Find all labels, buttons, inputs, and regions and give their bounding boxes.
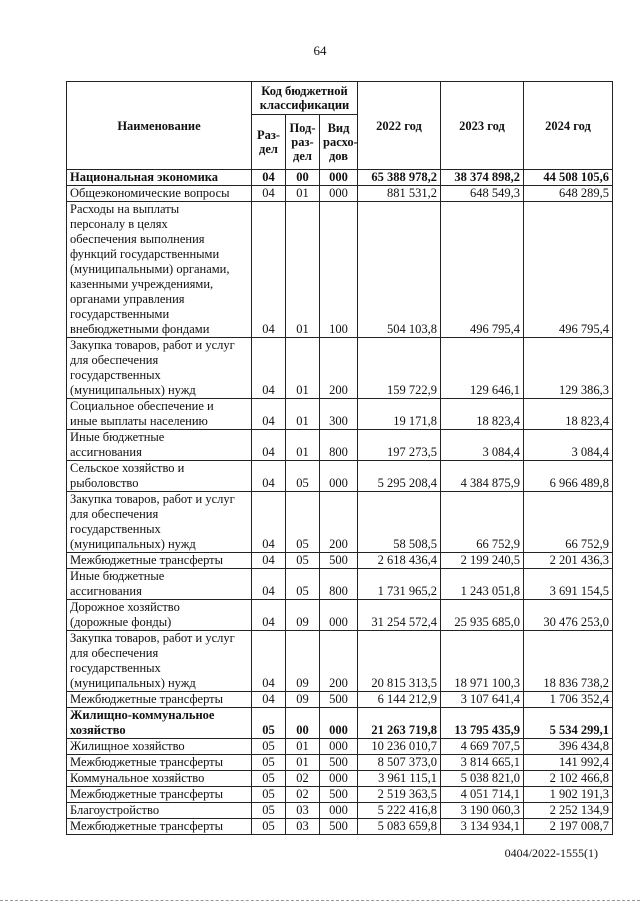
row-subsection: 05: [286, 461, 320, 492]
row-name: Иные бюджетные ассигнования: [67, 430, 252, 461]
row-value-2022: 504 103,8: [358, 202, 441, 338]
table-body: [67, 170, 613, 835]
page-bottom-rule: [0, 900, 640, 902]
row-name: Сельское хозяйство и рыболовство: [67, 461, 252, 492]
row-name: Межбюджетные трансферты: [67, 819, 252, 835]
row-section: 04: [252, 430, 286, 461]
row-expense-type: 800: [320, 430, 358, 461]
row-subsection: 01: [286, 755, 320, 771]
row-expense-type: 300: [320, 399, 358, 430]
table-row: [67, 631, 613, 692]
row-subsection: 09: [286, 692, 320, 708]
row-section: 05: [252, 755, 286, 771]
page-number: 64: [313, 43, 327, 58]
row-section: 04: [252, 553, 286, 569]
row-value-2023: 25 935 685,0: [441, 600, 524, 631]
row-section: 04: [252, 600, 286, 631]
row-expense-type: 000: [320, 170, 358, 186]
row-value-2022: 10 236 010,7: [358, 739, 441, 755]
row-value-2024: 396 434,8: [524, 739, 613, 755]
row-subsection: 02: [286, 787, 320, 803]
row-expense-type: 200: [320, 338, 358, 399]
row-value-2024: 1 706 352,4: [524, 692, 613, 708]
row-value-2023: 18 823,4: [441, 399, 524, 430]
row-expense-type: 500: [320, 755, 358, 771]
table-row: [67, 492, 613, 553]
row-name: Межбюджетные трансферты: [67, 692, 252, 708]
row-expense-type: 000: [320, 739, 358, 755]
row-section: 04: [252, 399, 286, 430]
header-2024: 2024 год: [524, 82, 613, 170]
header-code-group: Код бюджетной классификации: [252, 82, 358, 115]
row-name: Межбюджетные трансферты: [67, 787, 252, 803]
row-value-2022: 2 519 363,5: [358, 787, 441, 803]
row-section: 04: [252, 186, 286, 202]
row-value-2022: 5 222 416,8: [358, 803, 441, 819]
row-name: Национальная экономика: [67, 170, 252, 186]
row-name: Благоустройство: [67, 803, 252, 819]
row-name: Жилищно-коммунальное хозяйство: [67, 708, 252, 739]
row-name: Закупка товаров, работ и услуг для обеспечения государственных (муниципальных) нужд: [67, 338, 252, 399]
row-value-2024: 2 201 436,3: [524, 553, 613, 569]
row-name: Дорожное хозяйство (дорожные фонды): [67, 600, 252, 631]
row-value-2022: 20 815 313,5: [358, 631, 441, 692]
row-expense-type: 500: [320, 553, 358, 569]
row-subsection: 00: [286, 708, 320, 739]
header-2023: 2023 год: [441, 82, 524, 170]
budget-table: [66, 81, 613, 835]
row-value-2024: 2 197 008,7: [524, 819, 613, 835]
row-value-2023: 4 384 875,9: [441, 461, 524, 492]
header-subsection: Под- раз- дел: [286, 115, 320, 170]
header-2022: 2022 год: [358, 82, 441, 170]
row-value-2023: 1 243 051,8: [441, 569, 524, 600]
row-value-2022: 197 273,5: [358, 430, 441, 461]
table-row: [67, 430, 613, 461]
row-subsection: 09: [286, 600, 320, 631]
row-value-2022: 2 618 436,4: [358, 553, 441, 569]
row-subsection: 05: [286, 569, 320, 600]
row-value-2024: 3 691 154,5: [524, 569, 613, 600]
row-value-2023: 3 084,4: [441, 430, 524, 461]
row-value-2023: 4 669 707,5: [441, 739, 524, 755]
row-value-2024: 18 823,4: [524, 399, 613, 430]
row-expense-type: 500: [320, 692, 358, 708]
row-section: 05: [252, 771, 286, 787]
row-value-2022: 65 388 978,2: [358, 170, 441, 186]
row-value-2022: 31 254 572,4: [358, 600, 441, 631]
table-row: [67, 186, 613, 202]
row-value-2024: 1 902 191,3: [524, 787, 613, 803]
row-name: Иные бюджетные ассигнования: [67, 569, 252, 600]
row-value-2024: 66 752,9: [524, 492, 613, 553]
row-subsection: 05: [286, 492, 320, 553]
document-code: 0404/2022-1555(1): [504, 846, 598, 860]
table-row: [67, 399, 613, 430]
row-value-2023: 3 814 665,1: [441, 755, 524, 771]
row-section: 05: [252, 803, 286, 819]
row-name: Коммунальное хозяйство: [67, 771, 252, 787]
row-section: 04: [252, 569, 286, 600]
row-value-2024: 5 534 299,1: [524, 708, 613, 739]
row-value-2022: 8 507 373,0: [358, 755, 441, 771]
row-value-2023: 2 199 240,5: [441, 553, 524, 569]
row-expense-type: 800: [320, 569, 358, 600]
row-subsection: 03: [286, 819, 320, 835]
row-subsection: 09: [286, 631, 320, 692]
row-name: Расходы на выплаты персоналу в целях обеспечения выполнения функций государственными (муниципальными) органами, казенными учреждениями, органами управления государственными внебюджетными фондами: [67, 202, 252, 338]
row-section: 05: [252, 739, 286, 755]
row-value-2023: 5 038 821,0: [441, 771, 524, 787]
row-value-2023: 3 107 641,4: [441, 692, 524, 708]
row-subsection: 02: [286, 771, 320, 787]
row-value-2024: 648 289,5: [524, 186, 613, 202]
row-name: Закупка товаров, работ и услуг для обеспечения государственных (муниципальных) нужд: [67, 631, 252, 692]
row-section: 04: [252, 692, 286, 708]
row-expense-type: 200: [320, 492, 358, 553]
row-section: 04: [252, 461, 286, 492]
row-section: 05: [252, 819, 286, 835]
row-name: Межбюджетные трансферты: [67, 553, 252, 569]
row-value-2022: 21 263 719,8: [358, 708, 441, 739]
row-value-2022: 881 531,2: [358, 186, 441, 202]
row-value-2024: 44 508 105,6: [524, 170, 613, 186]
row-section: 04: [252, 492, 286, 553]
header-expense-type: Вид расхо- дов: [320, 115, 358, 170]
row-value-2022: 3 961 115,1: [358, 771, 441, 787]
row-subsection: 01: [286, 202, 320, 338]
row-value-2022: 5 083 659,8: [358, 819, 441, 835]
row-value-2022: 58 508,5: [358, 492, 441, 553]
row-expense-type: 000: [320, 600, 358, 631]
row-expense-type: 000: [320, 771, 358, 787]
row-expense-type: 500: [320, 819, 358, 835]
table-row: [67, 202, 613, 338]
table-row: [67, 170, 613, 186]
row-section: 04: [252, 170, 286, 186]
row-value-2024: 3 084,4: [524, 430, 613, 461]
row-expense-type: 000: [320, 803, 358, 819]
row-value-2024: 141 992,4: [524, 755, 613, 771]
row-value-2024: 6 966 489,8: [524, 461, 613, 492]
table-row: [67, 461, 613, 492]
table-row: [67, 819, 613, 835]
row-subsection: 01: [286, 430, 320, 461]
row-value-2023: 3 190 060,3: [441, 803, 524, 819]
row-value-2024: 2 102 466,8: [524, 771, 613, 787]
header-name: Наименование: [67, 82, 252, 170]
table-row: [67, 787, 613, 803]
row-subsection: 01: [286, 399, 320, 430]
header-section: Раз- дел: [252, 115, 286, 170]
row-expense-type: 200: [320, 631, 358, 692]
row-value-2022: 159 722,9: [358, 338, 441, 399]
row-value-2023: 3 134 934,1: [441, 819, 524, 835]
row-section: 04: [252, 202, 286, 338]
row-section: 05: [252, 708, 286, 739]
row-expense-type: 000: [320, 461, 358, 492]
row-name: Социальное обеспечение и иные выплаты населению: [67, 399, 252, 430]
table-row: [67, 803, 613, 819]
row-value-2023: 66 752,9: [441, 492, 524, 553]
row-value-2024: 496 795,4: [524, 202, 613, 338]
row-value-2023: 4 051 714,1: [441, 787, 524, 803]
row-value-2022: 19 171,8: [358, 399, 441, 430]
row-value-2022: 5 295 208,4: [358, 461, 441, 492]
row-subsection: 05: [286, 553, 320, 569]
row-value-2024: 2 252 134,9: [524, 803, 613, 819]
row-name: Жилищное хозяйство: [67, 739, 252, 755]
table-row: [67, 739, 613, 755]
row-value-2023: 648 549,3: [441, 186, 524, 202]
row-value-2024: 129 386,3: [524, 338, 613, 399]
row-expense-type: 500: [320, 787, 358, 803]
row-subsection: 01: [286, 338, 320, 399]
row-expense-type: 000: [320, 708, 358, 739]
row-value-2023: 496 795,4: [441, 202, 524, 338]
table-row: [67, 755, 613, 771]
row-value-2024: 30 476 253,0: [524, 600, 613, 631]
row-section: 04: [252, 338, 286, 399]
row-name: Межбюджетные трансферты: [67, 755, 252, 771]
row-value-2023: 13 795 435,9: [441, 708, 524, 739]
table-row: [67, 600, 613, 631]
row-value-2024: 18 836 738,2: [524, 631, 613, 692]
row-section: 04: [252, 631, 286, 692]
row-value-2023: 18 971 100,3: [441, 631, 524, 692]
row-name: Общеэкономические вопросы: [67, 186, 252, 202]
row-section: 05: [252, 787, 286, 803]
row-expense-type: 100: [320, 202, 358, 338]
row-subsection: 03: [286, 803, 320, 819]
row-value-2023: 38 374 898,2: [441, 170, 524, 186]
table-row: [67, 708, 613, 739]
row-value-2022: 6 144 212,9: [358, 692, 441, 708]
row-subsection: 01: [286, 739, 320, 755]
row-subsection: 01: [286, 186, 320, 202]
row-value-2022: 1 731 965,2: [358, 569, 441, 600]
row-expense-type: 000: [320, 186, 358, 202]
table-row: [67, 569, 613, 600]
table-row: [67, 692, 613, 708]
table-row: [67, 771, 613, 787]
row-value-2023: 129 646,1: [441, 338, 524, 399]
row-name: Закупка товаров, работ и услуг для обеспечения государственных (муниципальных) нужд: [67, 492, 252, 553]
table-header: [67, 82, 613, 170]
table-row: [67, 338, 613, 399]
table-row: [67, 553, 613, 569]
row-subsection: 00: [286, 170, 320, 186]
